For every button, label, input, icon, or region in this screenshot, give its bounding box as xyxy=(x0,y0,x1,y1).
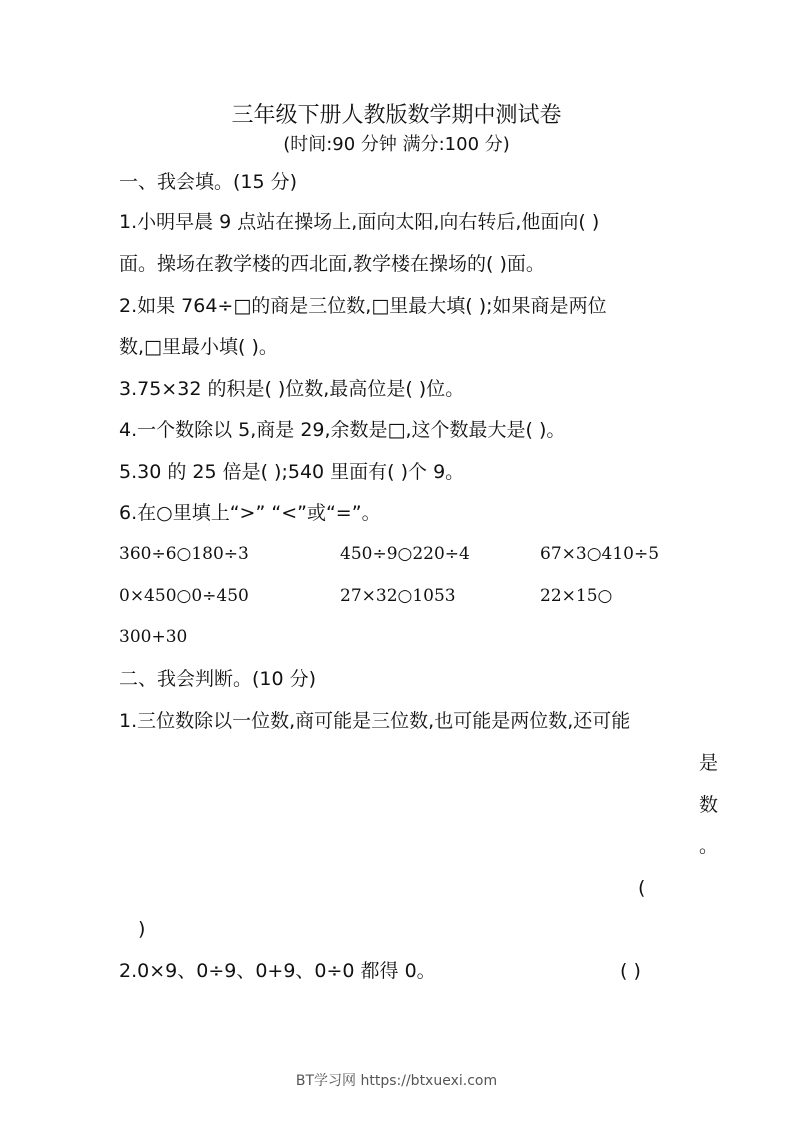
judge-question-1-char: 数 xyxy=(699,794,719,816)
judge-question-1-char: 。 xyxy=(699,835,719,857)
question-1-line-1: 1.小明早晨 9 点站在操场上,面向太阳,向右转后,他面向( ) xyxy=(119,211,600,233)
judge-question-1-line-1: 1.三位数除以一位数,商可能是三位数,也可能是两位数,还可能 xyxy=(119,710,631,732)
section-1-heading: 一、我会填。(15 分) xyxy=(119,171,298,193)
question-1-line-2: 面。操场在教学楼的西北面,教学楼在操场的( )面。 xyxy=(119,253,545,275)
compare-item: 22×15○ xyxy=(540,586,613,606)
judge-question-1-answer-open: ( xyxy=(638,877,646,899)
footer-watermark: BT学习网 https://btxuexi.com xyxy=(295,1073,498,1089)
page-title: 三年级下册人教版数学期中测试卷 xyxy=(231,103,562,128)
compare-item: 27×32○1053 xyxy=(340,586,456,606)
compare-item: 450÷9○220÷4 xyxy=(340,544,470,564)
judge-question-1-answer-close: ) xyxy=(138,918,146,940)
compare-item: 360÷6○180÷3 xyxy=(119,544,249,564)
question-4: 4.一个数除以 5,商是 29,余数是□,这个数最大是( )。 xyxy=(119,419,566,441)
question-2-line-2: 数,□里最小填( )。 xyxy=(119,336,278,358)
question-2-line-1: 2.如果 764÷□的商是三位数,□里最大填( );如果商是两位 xyxy=(119,295,607,317)
exam-time-score: (时间:90 分钟 满分:100 分) xyxy=(283,134,510,155)
question-6: 6.在○里填上“>” “<”或“=”。 xyxy=(119,502,381,524)
question-3: 3.75×32 的积是( )位数,最高位是( )位。 xyxy=(119,378,465,400)
compare-item: 300+30 xyxy=(119,627,188,647)
compare-item: 0×450○0÷450 xyxy=(119,586,249,606)
question-5: 5.30 的 25 倍是( );540 里面有( )个 9。 xyxy=(119,461,465,483)
section-2-heading: 二、我会判断。(10 分) xyxy=(119,668,317,690)
judge-question-2: 2.0×9、0÷9、0+9、0÷0 都得 0。 xyxy=(119,960,436,982)
judge-question-2-answer: ( ) xyxy=(620,960,641,982)
judge-question-1-char: 是 xyxy=(699,752,719,774)
compare-item: 67×3○410÷5 xyxy=(540,544,660,564)
